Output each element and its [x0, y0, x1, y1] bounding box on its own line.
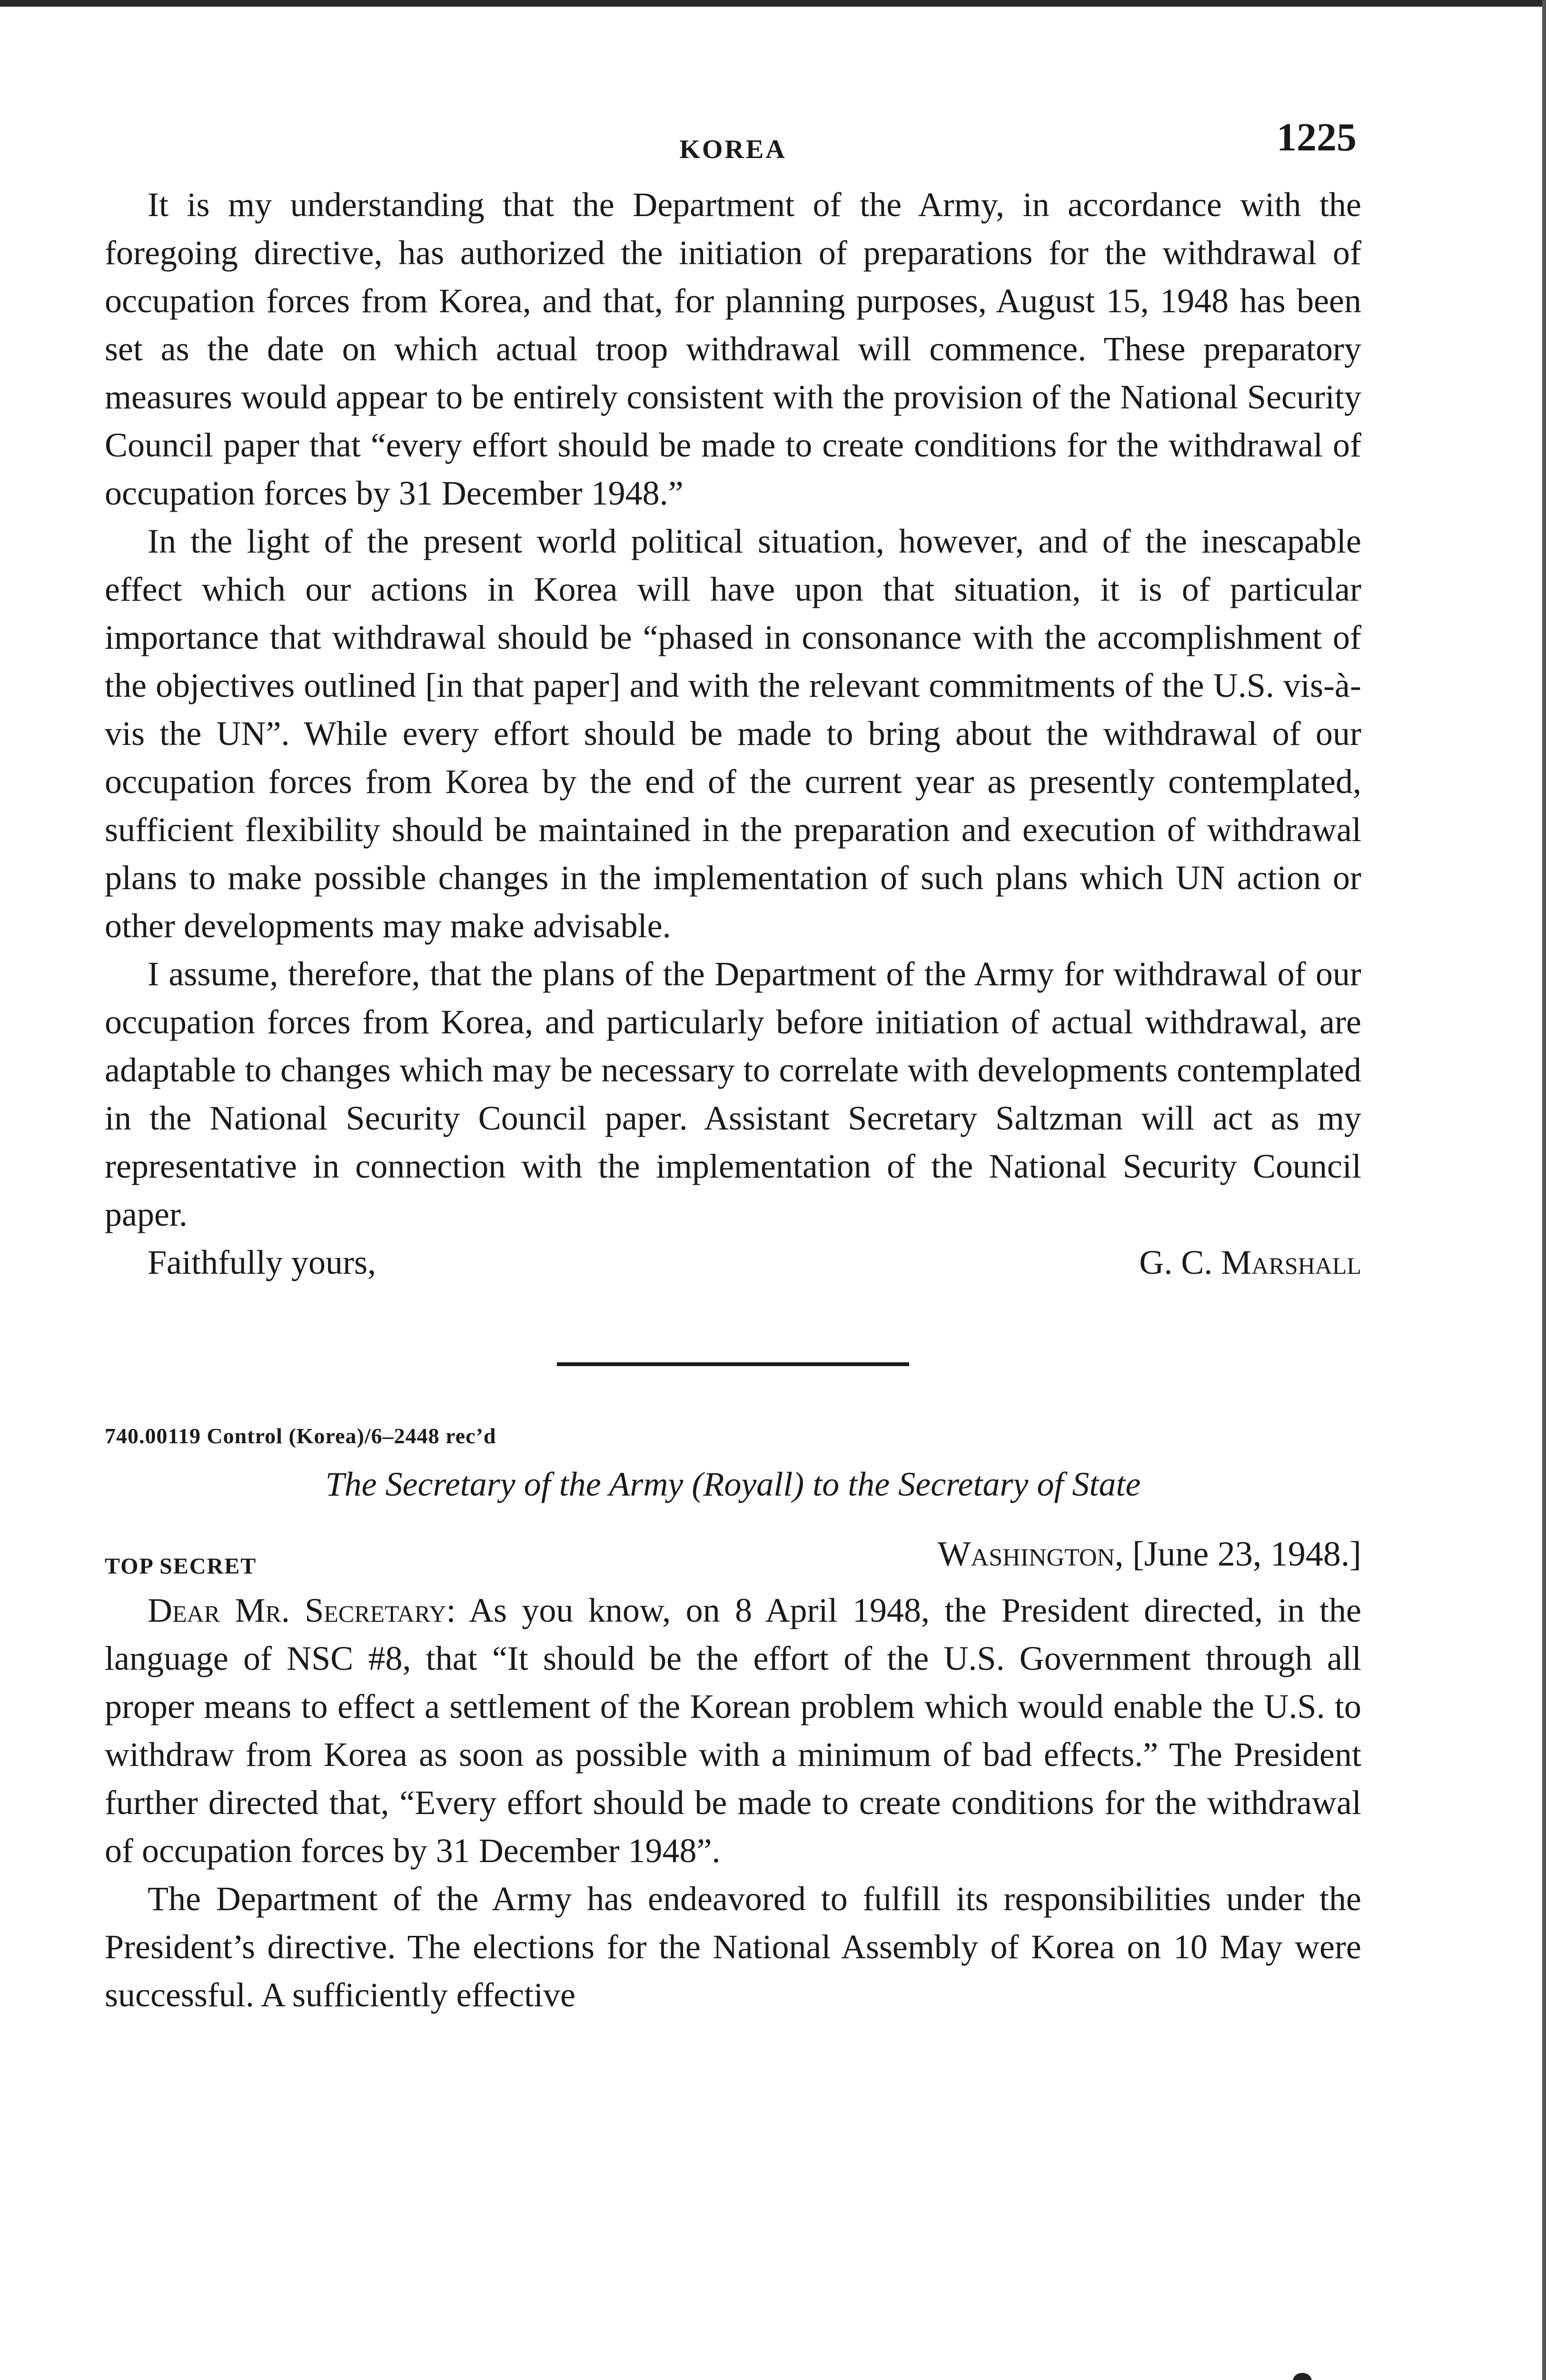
letter-date: [June 23, 1948.]: [1132, 1535, 1361, 1574]
letter2-paragraph-2: The Department of the Army has endeavored to fulfill its responsibilities under the President’s directive. The elections for the National Assembly of Korea on 10 May were successful. A sufficiently effective: [105, 1880, 1361, 2014]
ink-spot: [1293, 2373, 1312, 2380]
running-title: KOREA: [679, 135, 787, 164]
classification-label: TOP SECRET: [105, 1554, 257, 1579]
salutation: Dear Mr. Secretary:: [148, 1591, 456, 1629]
letter1-paragraph-1: It is my understanding that the Department of the Army, in accordance with the foregoing directive, has authorized the initiation of preparations for the withdrawal of occupation forces from Korea, and that, for planning purposes, August 15, 1948 has been set as the date on which actual troop withdrawal will commence. These preparatory measures would appear to be entirely consistent with the provision of the National Security Council paper that “every effort should be made to create conditions for the withdrawal of occupation forces by 31 December 1948.”: [105, 186, 1361, 512]
letter2-paragraph-1-text: As you know, on 8 April 1948, the President directed, in the language of NSC #8, that “It should be the effort of the U.S. Government through all proper means to effect a settlement of the Korean problem which would enable the U.S. to withdraw from Korea as soon as possible with a minimum of bad effects.” The President further directed that, “Every effort should be made to create conditions for the withdrawal of occupation forces by 31 December 1948”.: [105, 1591, 1361, 1870]
page-number: 1225: [1277, 115, 1357, 159]
letter1-closing-block: [105, 1239, 1361, 1291]
document-page: [105, 100, 1361, 2019]
document-reference: 740.00119 Control (Korea)/6–2448 rec’d: [105, 1424, 496, 1448]
page-right-edge: [1542, 0, 1546, 2380]
signature: G. C. Marshall: [1139, 1243, 1361, 1281]
complimentary-close: Faithfully yours,: [148, 1243, 376, 1281]
letter-royall: [105, 1423, 1361, 2019]
running-head: [105, 100, 1361, 181]
letter-marshall: [105, 181, 1361, 1291]
letter2-paragraph-1: [105, 1587, 1361, 1875]
place: Washington,: [937, 1535, 1124, 1574]
document-title: The Secretary of the Army (Royall) to the Secretary of State: [325, 1465, 1141, 1503]
place-date: [938, 1534, 1361, 1575]
section-divider: [557, 1362, 909, 1366]
letter1-paragraph-2: In the light of the present world political situation, however, and of the inescapable effect which our actions in Korea will have upon that situation, it is of particular importance that withdrawal should be “phased in consonance with the accomplishment of the objectives outlined [in that paper] and with the relevant commitments of the U.S. vis-à-vis the UN”. While every effort should be made to bring about the withdrawal of our occupation forces from Korea by the end of the current year as presently contemplated, sufficient flexibility should be maintained in the preparation and execution of withdrawal plans to make possible changes in the implementation of such plans which UN action or other developments may make advisable.: [105, 522, 1361, 945]
dateline: [105, 1529, 1361, 1587]
letter1-paragraph-3: I assume, therefore, that the plans of the Department of the Army for withdrawal of our occupation forces from Korea, and particularly before initiation of actual withdrawal, are adaptable to changes which may be necessary to correlate with developments contemplated in the National Security Council paper. Assistant Secretary Saltzman will act as my representative in connection with the implementation of the National Security Council paper.: [105, 955, 1361, 1233]
page-top-edge: [0, 0, 1546, 7]
